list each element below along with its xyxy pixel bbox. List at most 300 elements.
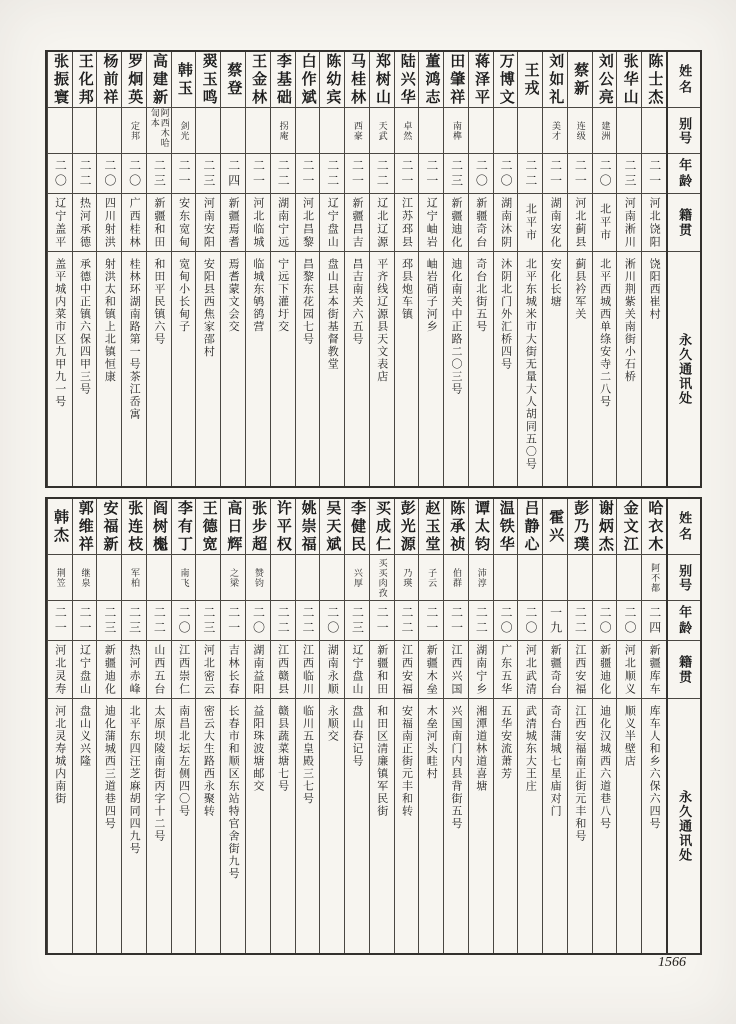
person-address: 宽甸小长甸子 — [177, 258, 190, 333]
person-alias-cell — [494, 108, 518, 154]
person-age-cell — [320, 154, 344, 194]
person-column — [220, 52, 245, 486]
person-native-place-cell — [48, 641, 72, 699]
person-age: 二三 — [102, 605, 117, 636]
person-address: 奇台北街五号 — [474, 258, 487, 333]
person-age: 二一 — [226, 605, 241, 636]
person-name: 高日辉 — [225, 499, 242, 554]
person-column — [96, 52, 121, 486]
person-name: 吴天斌 — [324, 499, 341, 554]
person-age-cell — [345, 601, 369, 641]
person-alias-cell — [122, 555, 146, 601]
person-name: 李健民 — [349, 499, 366, 554]
person-column — [47, 52, 72, 486]
person-name: 赵玉堂 — [423, 499, 440, 554]
person-name-cell — [370, 52, 394, 108]
person-address: 盖平城内菜市区九甲九一号 — [53, 258, 66, 408]
person-name-cell — [221, 499, 245, 555]
header-alias-label: 别号 — [677, 116, 693, 145]
person-alias-cell — [494, 555, 518, 601]
person-age-cell — [370, 601, 394, 641]
header-native-label: 籍贯 — [677, 654, 693, 685]
person-name-cell — [494, 499, 518, 555]
person-name-cell — [469, 52, 493, 108]
person-address: 盘山义兴隆 — [78, 705, 91, 768]
person-age-cell — [593, 601, 617, 641]
person-native-place: 辽宁盘山 — [78, 643, 91, 696]
person-address: 和田区清廉镇军民街 — [375, 705, 388, 818]
person-native-place-cell — [320, 194, 344, 252]
person-alias: 阿不都 — [650, 562, 661, 593]
person-address-cell — [395, 699, 419, 953]
person-address: 蓟县衿军关 — [573, 258, 586, 321]
person-column — [616, 499, 641, 953]
person-alias-cell — [568, 108, 592, 154]
person-name-cell — [48, 499, 72, 555]
person-name: 杨前祥 — [101, 52, 118, 107]
person-alias-cell — [543, 108, 567, 154]
person-address-cell — [345, 699, 369, 953]
person-column — [592, 52, 617, 486]
person-name: 陈士杰 — [646, 52, 663, 107]
person-native-place-cell — [494, 641, 518, 699]
person-column — [468, 499, 493, 953]
person-column — [121, 52, 146, 486]
person-address: 南昌北坛左侧四〇号 — [177, 705, 190, 818]
person-column — [121, 499, 146, 953]
person-age: 二三 — [201, 158, 216, 189]
person-native-place-cell — [568, 641, 592, 699]
person-age-cell — [296, 154, 320, 194]
person-address-cell — [593, 699, 617, 953]
person-column — [295, 52, 320, 486]
person-native-place-cell — [419, 194, 443, 252]
person-age: 二二 — [474, 605, 489, 636]
person-address: 益阳珠波塘邮交 — [251, 705, 264, 793]
person-address-cell — [568, 699, 592, 953]
person-native-place: 新疆奇台 — [474, 196, 487, 249]
person-name-cell — [419, 52, 443, 108]
person-address: 射洪太和镇上北镇恒康 — [103, 258, 116, 383]
person-age-cell — [370, 154, 394, 194]
person-age-cell — [48, 154, 72, 194]
person-name-cell — [518, 52, 542, 108]
person-age-cell — [147, 154, 171, 194]
person-name: 谭太钧 — [473, 499, 489, 554]
person-alias: 卓然 — [402, 120, 413, 141]
person-address-cell — [271, 699, 295, 953]
person-native-place-cell — [246, 194, 270, 252]
person-alias: 拐庵 — [278, 120, 289, 141]
person-age: 二二 — [152, 605, 167, 636]
person-native-place: 北平市 — [524, 203, 537, 242]
person-alias: 伯群 — [451, 567, 462, 588]
person-address: 安阳县西焦家邵村 — [202, 258, 215, 358]
person-alias-cell — [469, 555, 493, 601]
person-age-cell — [444, 154, 468, 194]
person-age: 二〇 — [53, 158, 68, 189]
person-name-cell — [97, 52, 121, 108]
person-column — [344, 52, 369, 486]
person-column — [245, 52, 270, 486]
person-column — [468, 52, 493, 486]
person-name: 金文江 — [621, 499, 638, 554]
person-native-place: 河北饶阳 — [648, 196, 661, 249]
person-native-place: 江西临川 — [301, 643, 314, 696]
person-alias-cell — [345, 108, 369, 154]
person-address-cell — [246, 699, 270, 953]
person-alias: 沛淳 — [476, 567, 487, 588]
person-column — [394, 52, 419, 486]
person-alias-cell — [345, 555, 369, 601]
person-age-cell — [568, 154, 592, 194]
person-native-place-cell — [617, 641, 641, 699]
person-native-place-cell — [122, 641, 146, 699]
person-native-place: 辽北辽源 — [375, 196, 388, 249]
person-age: 二〇 — [622, 605, 637, 636]
person-native-place: 热河赤峰 — [128, 643, 141, 696]
header-alias-cell — [668, 108, 700, 154]
person-alias: 买买肉孜 — [377, 557, 388, 598]
person-alias: 美才 — [551, 120, 561, 141]
person-name-cell — [617, 499, 641, 555]
person-address: 昌黎东花园七号 — [301, 258, 314, 346]
person-name-cell — [147, 52, 171, 108]
person-name-cell — [568, 499, 592, 555]
header-age-cell — [668, 154, 700, 194]
person-native-place-cell — [395, 194, 419, 252]
person-alias-cell — [617, 108, 641, 154]
person-address: 饶阳西崔村 — [648, 258, 661, 321]
person-name: 彭乃璞 — [572, 499, 589, 554]
person-address: 迪化蒲城西三道巷四号 — [103, 705, 116, 830]
person-age-cell — [642, 601, 666, 641]
person-address-cell — [122, 699, 146, 953]
person-column — [542, 499, 567, 953]
header-alias-cell — [668, 555, 700, 601]
person-alias-cell — [395, 108, 419, 154]
person-age: 二一 — [375, 605, 390, 636]
person-address: 迪化汉城西六道巷八号 — [598, 705, 611, 830]
person-column — [641, 52, 666, 486]
person-address-cell — [444, 699, 468, 953]
person-native-place-cell — [97, 641, 121, 699]
person-age-cell — [221, 601, 245, 641]
person-native-place: 辽宁岫岩 — [425, 196, 438, 249]
header-native-label: 籍贯 — [677, 207, 693, 238]
person-alias-cell — [320, 108, 344, 154]
person-native-place-cell — [221, 641, 245, 699]
person-age-cell — [221, 154, 245, 194]
person-name: 王化邦 — [76, 52, 93, 107]
person-age: 二一 — [300, 158, 315, 189]
person-address-cell — [196, 252, 220, 486]
person-address: 盘山春记号 — [350, 705, 363, 768]
person-alias-cell — [593, 555, 617, 601]
person-native-place: 江西赣县 — [276, 643, 289, 696]
person-column — [270, 52, 295, 486]
person-age: 二〇 — [499, 605, 514, 636]
person-column — [195, 499, 220, 953]
person-native-place-cell — [568, 194, 592, 252]
person-name-cell — [444, 52, 468, 108]
person-alias: 之梁 — [229, 567, 240, 588]
person-alias-cell — [444, 108, 468, 154]
header-name-label: 姓名 — [677, 63, 693, 96]
header-age-cell — [668, 601, 700, 641]
person-age-cell — [48, 601, 72, 641]
person-alias-cell — [147, 555, 171, 601]
person-age: 二四 — [226, 158, 241, 189]
person-native-place-cell — [469, 641, 493, 699]
person-alias: 天武 — [377, 120, 388, 141]
person-native-place: 新疆迪化 — [598, 643, 611, 696]
person-native-place-cell — [345, 641, 369, 699]
person-native-place: 河北灵寿 — [53, 643, 66, 696]
person-address: 和田平民镇六号 — [152, 258, 165, 346]
person-native-place-cell — [172, 641, 196, 699]
person-address-cell — [617, 699, 641, 953]
person-name: 王戎 — [522, 61, 539, 98]
person-address-cell — [617, 252, 641, 486]
person-age: 二三 — [622, 158, 637, 189]
person-alias-cell — [122, 108, 146, 154]
person-native-place-cell — [345, 194, 369, 252]
directory-table-bottom — [45, 497, 702, 955]
person-name: 韩玉 — [175, 61, 192, 98]
person-alias-cell — [617, 555, 641, 601]
person-alias-cell — [172, 555, 196, 601]
person-age-cell — [172, 154, 196, 194]
person-age: 二〇 — [177, 605, 192, 636]
person-address: 北平东城米市大街无量大人胡同五〇号 — [524, 258, 537, 471]
header-column — [666, 499, 700, 953]
person-age-cell — [494, 154, 518, 194]
person-name: 张振寰 — [51, 52, 68, 107]
person-native-place: 山西五台 — [152, 643, 165, 696]
person-age: 二三 — [350, 605, 365, 636]
person-name: 王金林 — [250, 52, 267, 107]
person-alias-cell — [296, 555, 320, 601]
person-address-cell — [48, 699, 72, 953]
person-native-place: 新疆奇台 — [549, 643, 562, 696]
person-native-place: 安东宽甸 — [177, 196, 190, 249]
person-name-cell — [642, 499, 666, 555]
person-alias-cell — [196, 108, 220, 154]
person-name: 霍兴 — [547, 508, 564, 545]
person-name-cell — [642, 52, 666, 108]
person-age-cell — [469, 154, 493, 194]
header-column — [666, 52, 700, 486]
person-address-cell — [518, 252, 542, 486]
person-age: 二二 — [573, 605, 588, 636]
person-age-cell — [444, 601, 468, 641]
person-native-place-cell — [642, 194, 666, 252]
person-age: 二一 — [424, 158, 439, 189]
person-name-cell — [568, 52, 592, 108]
person-alias-cell — [221, 555, 245, 601]
person-native-place: 广西桂林 — [128, 196, 141, 249]
person-alias-cell — [147, 108, 171, 154]
person-name-cell — [147, 499, 171, 555]
person-alias-cell — [196, 555, 220, 601]
person-age: 二〇 — [251, 605, 266, 636]
person-name: 哈衣木 — [646, 499, 663, 554]
person-native-place: 四川射洪 — [103, 196, 116, 249]
person-native-place: 辽宁盖平 — [53, 196, 66, 249]
person-native-place-cell — [73, 194, 97, 252]
person-column — [616, 52, 641, 486]
person-age-cell — [518, 601, 542, 641]
person-alias: 建洲 — [600, 120, 611, 141]
person-alias: 南榫 — [451, 120, 462, 141]
person-age-cell — [395, 601, 419, 641]
person-age: 二二 — [300, 605, 315, 636]
person-name-cell — [320, 52, 344, 108]
person-native-place: 江西兴国 — [450, 643, 463, 696]
person-native-place: 湖南永顺 — [326, 643, 339, 696]
person-age: 二〇 — [523, 605, 538, 636]
person-native-place: 河北武清 — [524, 643, 537, 696]
header-name-cell — [668, 52, 700, 108]
person-name-cell — [196, 52, 220, 108]
person-address-cell — [296, 699, 320, 953]
person-native-place-cell — [518, 641, 542, 699]
person-name-cell — [172, 499, 196, 555]
person-address: 武清城东大王庄 — [524, 705, 537, 793]
person-age: 二二 — [78, 158, 93, 189]
person-column — [319, 52, 344, 486]
person-name-cell — [370, 499, 394, 555]
person-native-place: 新疆库车 — [648, 643, 661, 696]
person-age: 二二 — [325, 158, 340, 189]
person-alias: 剑光 — [179, 120, 190, 141]
person-address-cell — [494, 252, 518, 486]
person-native-place: 河北顺义 — [623, 643, 636, 696]
person-name: 郑树山 — [373, 52, 390, 107]
person-age: 二三 — [152, 158, 167, 189]
person-native-place-cell — [320, 641, 344, 699]
person-address: 平齐线辽源县天文表店 — [375, 258, 388, 383]
person-age: 二一 — [573, 158, 588, 189]
person-name: 谢炳杰 — [596, 499, 613, 554]
person-native-place-cell — [444, 641, 468, 699]
person-alias: 赞钧 — [253, 567, 264, 588]
person-name-cell — [48, 52, 72, 108]
person-native-place: 河南淅川 — [623, 196, 636, 249]
person-name: 刘如礼 — [547, 52, 564, 107]
person-age: 二一 — [251, 158, 266, 189]
person-age: 一九 — [548, 605, 563, 636]
person-age-cell — [196, 154, 220, 194]
person-column — [418, 52, 443, 486]
person-name-cell — [320, 499, 344, 555]
person-alias: 兴厚 — [352, 567, 363, 588]
person-age-cell — [469, 601, 493, 641]
person-native-place-cell — [48, 194, 72, 252]
person-address-cell — [419, 252, 443, 486]
person-native-place: 新疆迪化 — [450, 196, 463, 249]
person-column — [567, 52, 592, 486]
person-age-cell — [246, 601, 270, 641]
person-alias-cell — [221, 108, 245, 154]
person-address: 兴国南门内县背街五号 — [450, 705, 463, 830]
person-address-cell — [593, 252, 617, 486]
person-alias-cell — [172, 108, 196, 154]
person-alias-cell — [73, 108, 97, 154]
person-alias-cell — [370, 555, 394, 601]
person-name-cell — [271, 52, 295, 108]
person-name-cell — [617, 52, 641, 108]
person-native-place: 广东五华 — [499, 643, 512, 696]
person-address: 北平东四汪芝麻胡同四九号 — [128, 705, 141, 855]
person-native-place: 湖南安化 — [549, 196, 562, 249]
person-address-cell — [271, 252, 295, 486]
person-name-cell — [271, 499, 295, 555]
person-alias-cell — [296, 108, 320, 154]
person-age-cell — [395, 154, 419, 194]
person-address-cell — [246, 252, 270, 486]
person-column — [171, 499, 196, 953]
person-native-place-cell — [271, 194, 295, 252]
person-age-cell — [271, 601, 295, 641]
person-name-cell — [122, 499, 146, 555]
person-age-cell — [172, 601, 196, 641]
person-age: 二一 — [177, 158, 192, 189]
person-address: 安化长塘 — [549, 258, 562, 308]
person-address: 承德中正镇六保四甲三号 — [78, 258, 91, 396]
person-name-cell — [444, 499, 468, 555]
directory-table-top — [45, 50, 702, 488]
person-address: 库车人和乡六保六四号 — [648, 705, 661, 830]
person-address-cell — [172, 699, 196, 953]
person-age: 二一 — [350, 158, 365, 189]
person-native-place-cell — [147, 194, 171, 252]
person-address-cell — [370, 252, 394, 486]
person-address: 北平西城西单绦安寺二八号 — [598, 258, 611, 408]
person-age: 二二 — [523, 158, 538, 189]
person-alias-cell — [97, 108, 121, 154]
person-native-place: 热河承德 — [78, 196, 91, 249]
person-age: 二〇 — [598, 158, 613, 189]
person-address: 邳县炮车镇 — [400, 258, 413, 321]
person-age: 二四 — [647, 605, 662, 636]
person-name-cell — [73, 52, 97, 108]
person-address: 迪化南关中正路二〇三号 — [450, 258, 463, 396]
person-native-place-cell — [543, 641, 567, 699]
person-address-cell — [395, 252, 419, 486]
person-address-cell — [370, 699, 394, 953]
person-column — [493, 499, 518, 953]
person-name-cell — [543, 52, 567, 108]
person-age-cell — [73, 154, 97, 194]
header-address-label: 永久通讯处 — [677, 332, 693, 406]
person-age: 二三 — [449, 158, 464, 189]
person-alias: 荆笠 — [55, 567, 66, 588]
person-alias: 连级 — [575, 120, 586, 141]
person-age-cell — [617, 154, 641, 194]
person-name: 韩杰 — [51, 508, 68, 545]
person-name-cell — [296, 52, 320, 108]
person-age: 二〇 — [102, 158, 117, 189]
person-name-cell — [593, 499, 617, 555]
person-age-cell — [568, 601, 592, 641]
person-alias: 西豪 — [352, 120, 363, 141]
person-native-place: 湖南沐阴 — [499, 196, 512, 249]
person-column — [47, 499, 72, 953]
person-alias-cell — [419, 108, 443, 154]
person-age-cell — [196, 601, 220, 641]
